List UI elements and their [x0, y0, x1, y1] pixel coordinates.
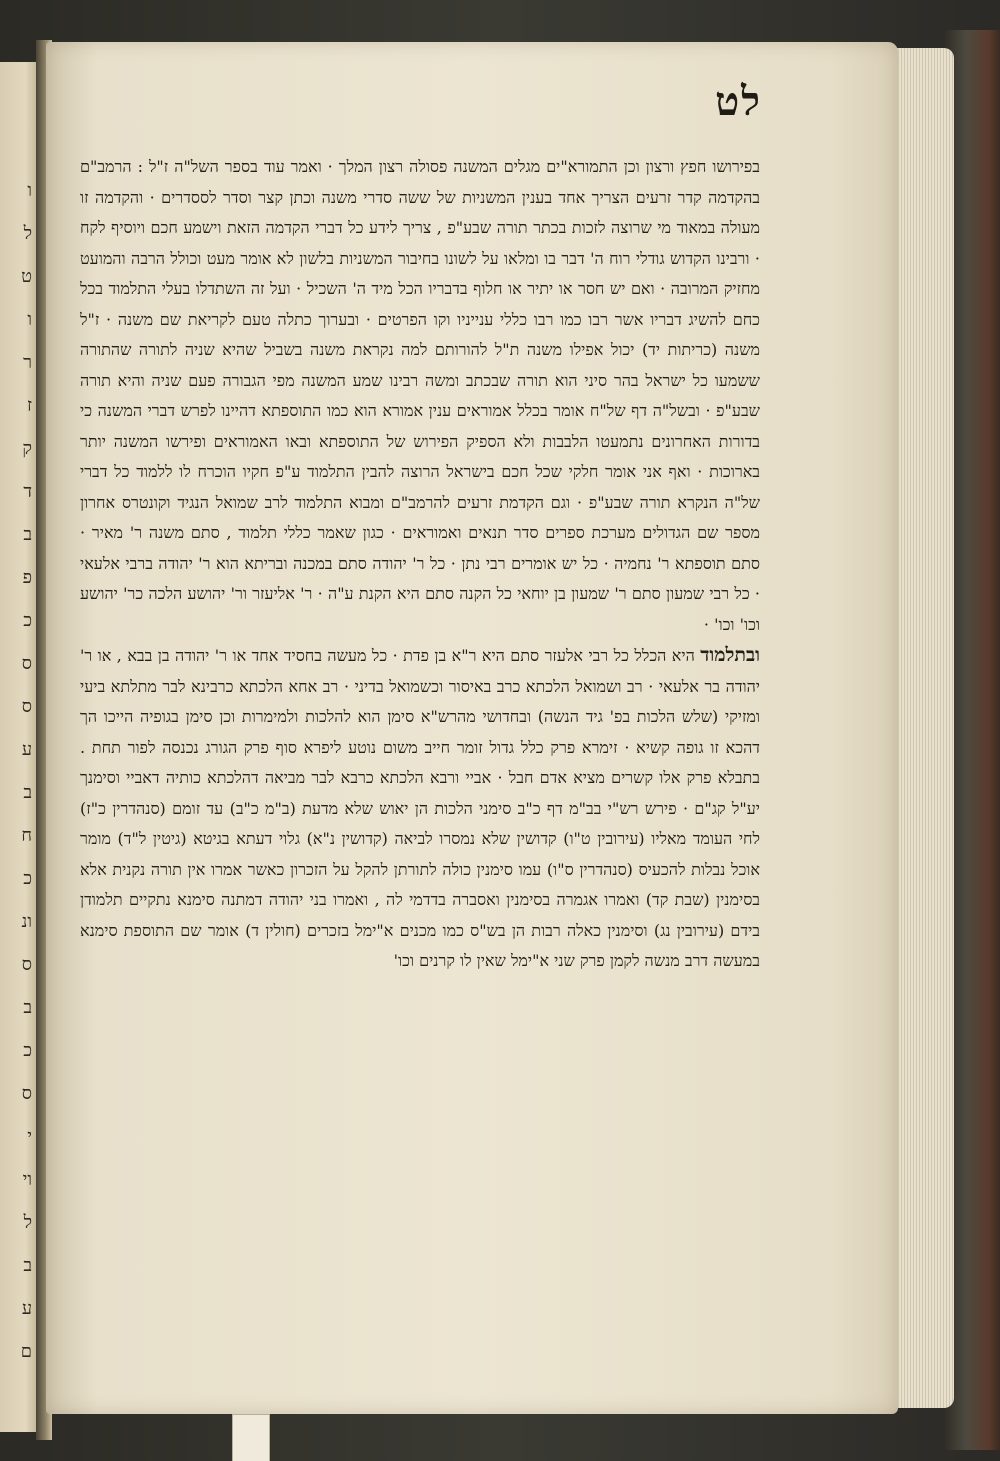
facing-page-glyph: ס [21, 954, 32, 975]
facing-page-glyph: ב [23, 997, 32, 1018]
paragraph-2 [80, 640, 760, 977]
facing-page-glyph: ל [23, 223, 32, 244]
page-number: לט [715, 78, 762, 125]
facing-page-glyph: ו [27, 180, 32, 201]
facing-page-glyph: ס [21, 696, 32, 717]
facing-page-glyph: ח [21, 825, 32, 846]
facing-page-glyph: ס [21, 653, 32, 674]
paragraph-text: בפירושו חפץ ורצון וכן התמורא"ים מגלים המשנה פסולה רצון המלך · ואמר עוד בספר השל"ה ז"ל : הרמב"ם בהקדמה קדר זרעים הצריך אחד בענין המשניות של ששה סדרי משנה וכתן קצר וסדר לססדרים · והקדמה זו מעולה במאוד מי שרוצה לזכות בכתר תורה שבע"פ , צריך לידע כל דברי הקדמה הזאת וישמע חכם ויוסיף לקח · ורבינו הקדוש גודלי רוח ה' דבר בו ומלאו על לשונו בחיבור המשניות בלשון לא אומר מעט וכולל הרבה והמועט מחזיק המרובה · ואם יש חסר או יתיר או חלוף בדבריו הכל מיד ה' השכיל · ועל זה השתדלו בעלי התלמוד בכל כחם להשיג דבריו אשר רבו כמו רבו כללי ענייניו וקו הפרטים · ובערוך כתלה טעם לקריאת שם משנה · ז"ל משנה (כריתות יד) יכול אפילו משנה ת"ל להורותם למה נקראת משנה בשביל שהיא שניה לתורה שהתורה ששמעו כל ישראל בהר סיני הוא תורה שבכתב ומשה רבינו שמע המשנה מפי הגבורה פעם שניה והיא תורה שבע"פ · ובשל"ה דף של"ח אומר בכלל אמוראים ענין אמורא הוא כמו התוספתא דהיינו לפרש דברי המשנה כי בדורות האחרונים נתמעטו הלבבות ולא הספיק הפירוש של התוספתא ובאו האמוראים ופירשו המשנה יותר בארוכות · ואף אני אומר חלקי שכל חכם בישראל הרוצה להבין התלמוד ע"פ חקיו הוכרח לו ללמוד כל דברי של"ה הנקרא תורה שבע"פ · וגם הקדמת זרעים להרמב"ם ומבוא התלמוד לרב שמואל הנגיד וקונטרס אחרון מספר שם הגדולים מערכת ספרים סדר תנאים ואמוראים · כגון שאמר כללי תלמוד , סתם משנה ר' מאיר · סתם תוספתא ר' נחמיה · כל יש אומרים רבי נתן · כל ר' יהודה סתם במכנה ובריתא הוא ר' יהודה ברבי אלעאי · כל רבי שמעון סתם ר' שמעון בן יוחאי כל הקנה סתם היא הקנת ע"ה · ר' אליעזר ור' יהושע הלכה כר' יהושע וכו' וכו' · [80, 157, 761, 634]
page-edges [896, 48, 954, 1408]
facing-page-glyph: כ [23, 868, 32, 889]
paragraph-1 [80, 152, 760, 640]
facing-page-glyph: כ [23, 610, 32, 631]
facing-page-glyph: כ [23, 1040, 32, 1061]
facing-page-glyph: ק [22, 438, 32, 459]
facing-page-glyph: ר [23, 352, 32, 373]
facing-page-glyph: י [27, 1126, 32, 1147]
facing-page-glyph: ו [27, 309, 32, 330]
paragraph-text: היא הכלל כל רבי אלעזר סתם היא ר"א בן פדת · כל מעשה בחסיד אחד או ר' יהודה בן בבא , או ר' יהודה בר אלעאי · רב ושמואל הלכתא כרב באיסור וכשמואל בדיני · רב אחא הלכתא כרבינא לבר מתלתא ביעי ומזיקי (שלש הלכות בפ' גיד הנשה) ובחדושי מהרש"א סימן הוא להלכות ולמימרות וכן סימן בגופיה הייכו הך דהכא זו גופה קשיא · זימרא פרק כלל גדול זומר חייב משום נוטע ליפרא סוף פרק הגורג נכנסה לפור תחת . בתבלא פרק אלו קשרים מציא אדם חבל · אביי ורבא הלכתא כרבא לבר מביאה דהלכתא כותיה דאביי וסימנך יע"ל קג"ם · פירש רש"י בב"מ דף כ"ב סימני הלכות הן יאוש שלא מדעת (ב"מ כ"ב) עד זומם (סנהדרין כ"ז) לחי העומד מאליו (עירובין ט"ו) קדושין שלא נמסרו לביאה (קדושין נ"א) גלוי דעתא בגיטא (גיטין ל"ד) מומר אוכל נבלות להכעיס (סנהדרין ס"ו) עמו סימנין כולה לתורתן להקל על הזכרון כאשר אמרו אין תורה נקנית אלא בסימנין (שבת קד) ואמרו אגמרה בסימנין ואסברה בדדמי לה , ואמרו בני יהודה דמתנה סימנא נתקיים תלמודן בידם (עירובין נג) וסימנין כאלה רבות הן בש"ס כמו מכנים א"ימל בזכרים (חולין ד) אומר שם התוספת סימנא במעשה דרב מנשה לקמן פרק שני א"ימל שאין לו קרנים וכו' [80, 646, 761, 970]
facing-page-glyph: ל [23, 1212, 32, 1233]
facing-page-glyph: ס [21, 1083, 32, 1104]
facing-page-glyph: ט [21, 266, 32, 287]
bookmark-tab [232, 1414, 270, 1461]
paragraph-lead-word: ובתלמוד [700, 644, 761, 666]
facing-page-glyph: ז [26, 395, 32, 416]
facing-page-glyph: ם [20, 1341, 32, 1362]
facing-page-glyph: וי [22, 1169, 32, 1190]
page-body-text [80, 152, 760, 977]
facing-page-glyph: ע [21, 1298, 32, 1319]
facing-page-glyph: פ [22, 567, 32, 588]
facing-page-glyph: ב [23, 524, 32, 545]
facing-page-glyph: ע [21, 739, 32, 760]
facing-page-glyph: ב [23, 782, 32, 803]
facing-page-glyph: ונ [21, 911, 32, 932]
facing-page-glyph: ד [23, 481, 32, 502]
facing-page-glyph: ב [23, 1255, 32, 1276]
facing-page-left [0, 62, 38, 1432]
